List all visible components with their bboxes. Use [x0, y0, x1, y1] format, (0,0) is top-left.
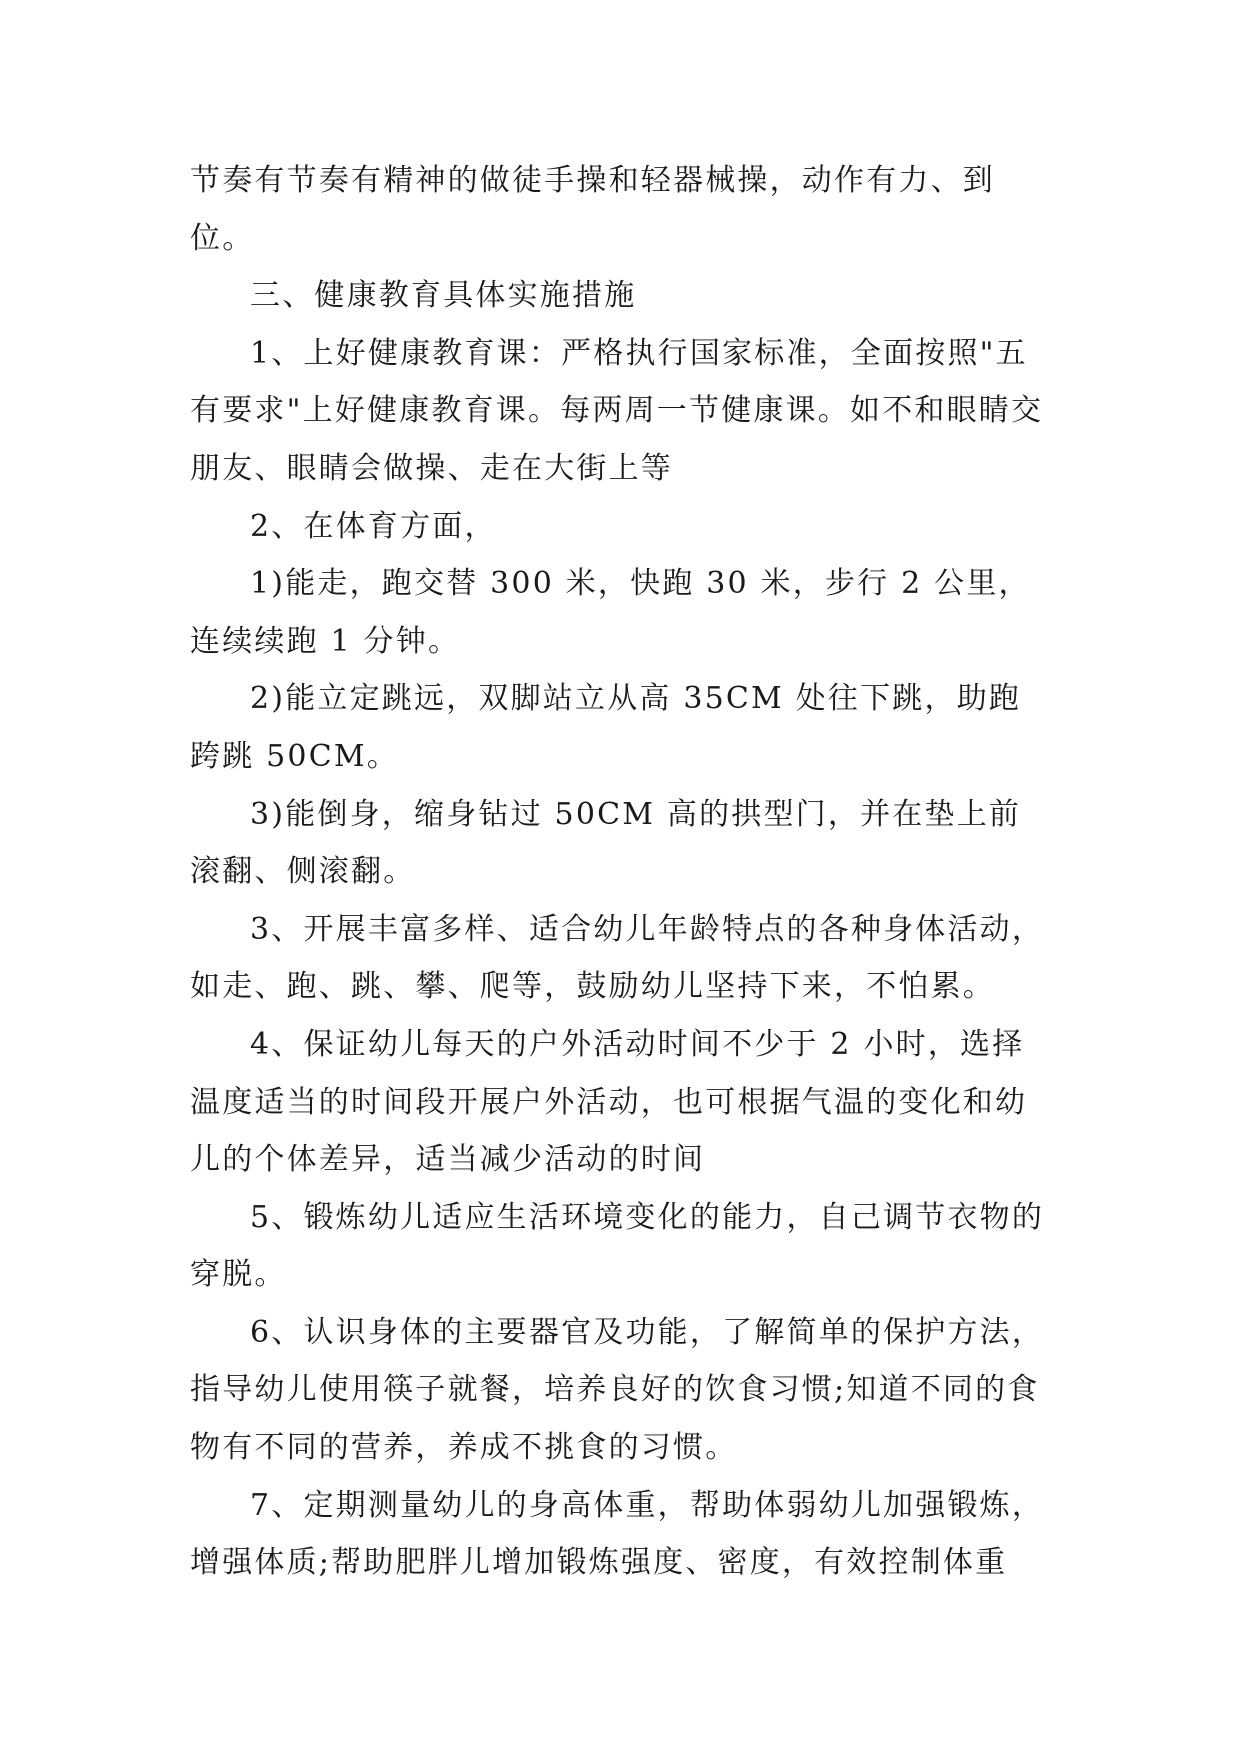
paragraph-subitem-2: 2)能立定跳远，双脚站立从高 35CM 处往下跳，助跑跨跳 50CM。	[190, 681, 1022, 774]
paragraph-subitem-1: 1)能走，跑交替 300 米，快跑 30 米，步行 2 公里，连续续跑 1 分钟。	[190, 566, 1031, 659]
section-heading: 三、健康教育具体实施措施	[250, 278, 637, 314]
paragraph-item-3: 3、开展丰富多样、适合幼儿年龄特点的各种身体活动，如走、跑、跳、攀、爬等，鼓励幼儿坚持下来，不怕累。	[190, 911, 1045, 1005]
paragraph-item-2: 2、在体育方面，	[250, 508, 497, 544]
paragraph-item-7: 7、定期测量幼儿的身高体重，帮助体弱幼儿加强锻炼，增强体质;帮助肥胖儿增加锻炼强度、密度，有效控制体重	[190, 1487, 1045, 1581]
paragraph-item-1: 1、上好健康教育课：严格执行国家标准，全面按照"五有要求"上好健康教育课。每两周一节健康课。如不和眼睛交朋友、眼睛会做操、走在大街上等	[190, 335, 1044, 486]
paragraph-item-6: 6、认识身体的主要器官及功能，了解简单的保护方法，指导幼儿使用筷子就餐，培养良好的饮食习惯;知道不同的食物有不同的营养，养成不挑食的习惯。	[190, 1314, 1045, 1466]
paragraph-item-4: 4、保证幼儿每天的户外活动时间不少于 2 小时，选择温度适当的时间段开展户外活动，也可根据气温的变化和幼儿的个体差异，适当减少活动的时间	[190, 1026, 1028, 1178]
paragraph-subitem-3: 3)能倒身，缩身钻过 50CM 高的拱型门，并在垫上前滚翻、侧滚翻。	[190, 796, 1022, 890]
paragraph-continuation: 节奏有节奏有精神的做徒手操和轻器械操，动作有力、到位。	[190, 163, 995, 256]
document-body	[190, 152, 1050, 1592]
paragraph-item-5: 5、锻炼幼儿适应生活环境变化的能力，自己调节衣物的穿脱。	[190, 1199, 1045, 1293]
